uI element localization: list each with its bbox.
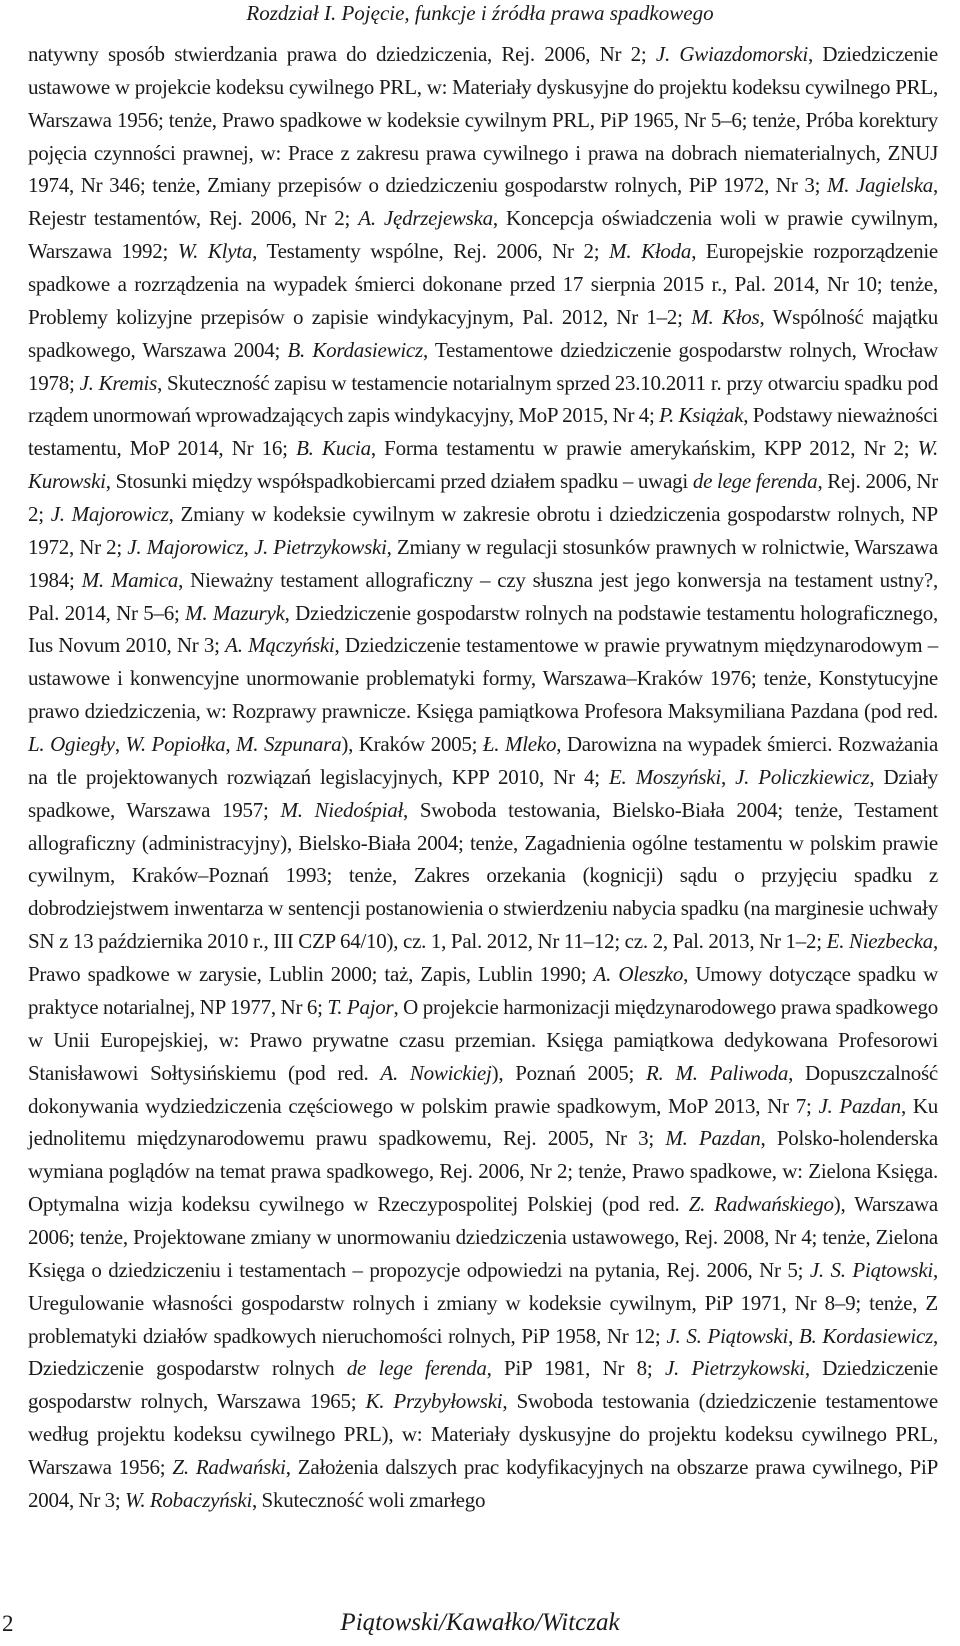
author-name: M. Szpunara [236,732,342,757]
running-header [0,0,960,38]
author-name: de lege ferenda [692,469,818,494]
text-run: , Testamentowe dziedziczenie gospodarstw rolnych, Wrocław 1978; [28,337,939,395]
text-run: , PiP 1981, Nr 8; [486,1356,665,1381]
text-run: , O projekcie harmonizacji międzynarodowego prawa spadkowego w Unii Europejskiej, w: Prawo prywatne czasu przemian. Księga pamiątkowa dedykowana Profesorowi Stanisławowi Sołtysińskiemu (pod red. [28,994,938,1085]
author-name: T. Pajor [327,994,394,1019]
text-run: , Zmiany w regulacji stosunków prawnych w rolnictwie, Warszawa 1984; [28,534,938,592]
author-name: J. Policzkiewicz [735,764,870,789]
text-run: ), Poznań 2005; [491,1060,646,1085]
text-run: , Dziedziczenie ustawowe w projekcie kodeksu cywilnego PRL, w: Materiały dyskusyjne do projektu kodeksu cywilnego PRL, Warszawa 1956; tenże, Prawo spadkowe w kodeksie cywilnym PRL, PiP 1965, Nr 5–6; tenże, Próba korektury pojęcia czynności prawnej, w: Prace z zakresu prawa cywilnego i prawa na dobrach niematerialnych, ZNUJ 1974, Nr 346; tenże, Zmiany przepisów o dziedziczeniu gospodarstw rolnych, PiP 1972, Nr 3; [28,42,938,198]
author-name: Ł. Mleko [482,732,557,757]
text-run: , Koncepcja oświadczenia woli w prawie cywilnym, Warszawa 1992; [28,206,938,264]
text-run: , Europejskie rozporządzenie spadkowe a rozrządzenia na wypadek śmierci dokonane przed 17 sierpnia 2015 r., Pal. 2014, Nr 10; tenże, Problemy kolizyjne przepisów o zapisie windykacyjnym, Pal. 2012, Nr 1–2; [28,239,938,329]
text-run: , Nieważny testament allograficzny – czy słuszna jest jego konwersja na testament ustny?, Pal. 2014, Nr 5–6; [28,567,938,625]
text-run: , Dopuszczalność dokonywania wydziedziczenia częściowego w polskim prawie spadkowym, MoP 2013, Nr 7; [28,1060,938,1118]
author-name: M. Pazdan [665,1126,761,1151]
author-name: E. Moszyński [608,764,721,789]
author-name: B. Kucia [296,436,371,461]
author-name: R. M. Paliwoda [645,1060,789,1085]
author-name: J. Gwiazdomorski [655,42,808,66]
text-run: , [225,732,237,757]
author-name: W. Robaczyński [125,1487,253,1512]
text-run: , Założenia dalszych prac kodyfikacyjnych na obszarze prawa cywilnego, PiP 2004, Nr 3; [28,1454,938,1512]
text-run: , [720,764,736,789]
text-run: , Umowy dotyczące spadku w praktyce notarialnej, NP 1977, Nr 6; [28,962,938,1019]
author-name: J. Majorowicz [50,502,169,527]
text-run: , [788,1323,799,1348]
author-name: M. Jagielska [826,173,934,198]
text-run: , Dziedziczenie gospodarstw rolnych [28,1323,938,1381]
text-run: , Ku jednolitemu międzynarodowemu prawu spadkowemu, Rej. 2005, Nr 3; [28,1093,938,1151]
text-run: , Dziedziczenie testamentowe w prawie prywatnym międzynarodowym – ustawowe i konwencyjne unormowanie problematyki formy, Warszawa–Kraków 1976; tenże, Konstytucyjne prawo dziedziczenia, w: Rozprawy prawnicze. Księga pamiątkowa Profesora Maksymiliana Pazdana (pod red. [28,633,938,724]
author-name: K. Przybyłowski [365,1389,503,1414]
author-name: M. Niedośpiał [280,797,404,822]
text-run: ), Kraków 2005; [341,732,483,757]
author-name: de lege ferenda [346,1356,487,1381]
author-name: B. Kordasiewicz [798,1323,933,1348]
author-name: Z. Radwański [172,1454,286,1479]
text-run: ), Warszawa 2006; tenże, Projektowane zmiany w unormowaniu dziedziczenia ustawowego, Rej. 2008, Nr 4; tenże, Zielona Księga o dziedziczeniu i testamentach – propozycje odpowiedzi na pytania, Rej. 2006, Nr 5; [28,1192,938,1282]
author-name: A. Jędrzejewska [358,206,493,231]
author-name: M. Kłos [691,304,760,329]
author-name: M. Kłoda [609,239,692,264]
text-run: , Stosunki między współspadkobiercami przed działem spadku – uwagi [105,469,693,494]
text-run: , Swoboda testowania (dziedziczenie testamentowe według projektu kodeksu cywilnego PRL), w: Materiały dyskusyjne do projektu kodeksu cywilnego PRL, Warszawa 1956; [28,1389,939,1479]
text-run: , Polsko-holenderska wymiana poglądów na temat prawa spadkowego, Rej. 2006, Nr 2; tenże, Prawo spadkowe, w: Zielona Księga. Optymalna wizja kodeksu cywilnego w Rzeczypospolitej Polskiej (pod red. [28,1126,938,1217]
author-name: J. Pazdan [818,1093,901,1118]
text-run: , Dziedziczenie gospodarstw rolnych, Warszawa 1965; [28,1356,938,1414]
text-run: , Prawo spadkowe w zarysie, Lublin 2000; taż, Zapis, Lublin 1990; [28,929,939,987]
author-name: J. S. Piątowski [666,1323,789,1348]
text-run: , Uregulowanie własności gospodarstw rolnych i zmiany w kodeksie cywilnym, PiP 1971, Nr 8–9; tenże, Z problematyki działów spadkowych nieruchomości rolnych, PiP 1958, Nr 12; [28,1257,938,1348]
author-name: A. Mączyński [225,633,335,658]
author-name: P. Książak [659,403,744,428]
chapter-title: Rozdział I. Pojęcie, funkcje i źródła prawa spadkowego [246,1,714,25]
author-name: B. Kordasiewicz [287,337,423,362]
text-run: , Działy spadkowe, Warszawa 1957; [28,764,938,822]
author-name: W. Kurowski [28,436,938,494]
author-name: J. Majorowicz [127,534,244,559]
page-number: 2 [2,1611,14,1636]
text-run: , Rejestr testamentów, Rej. 2006, Nr 2; [28,173,939,231]
author-name: J. Pietrzykowski [664,1356,805,1381]
author-name: M. Mamica [81,567,179,592]
text-run: , Testamenty wspólne, Rej. 2006, Nr 2; [252,239,610,264]
bibliography-text [28,38,938,1517]
author-name: M. Mazuryk [185,600,285,625]
author-name: E. Niezbecka [826,929,934,954]
author-name: A. Nowickiej [380,1060,492,1085]
author-name: L. Ogiegły [28,732,115,757]
text-run: , Darowizna na wypadek śmierci. Rozważania na tle projektowanych rozwiązań legislacyjnych, KPP 2010, Nr 4; [28,732,939,789]
author-name: W. Popiołka [125,732,226,757]
footer-authors: Piątowski/Kawałko/Witczak [340,1609,620,1636]
author-name: Z. Radwańskiego [688,1192,834,1217]
page-footer [0,1608,960,1640]
author-name: J. S. Piątowski [809,1257,933,1282]
text-run: , Podstawy nieważności testamentu, MoP 2014, Nr 16; [28,403,938,461]
text-run: , Zmiany w kodeksie cywilnym w zakresie obrotu i dziedziczenia gospodarstw rolnych, NP 1972, Nr 2; [28,502,938,559]
text-run: , Skuteczność zapisu w testamencie notarialnym sprzed 23.10.2011 r. przy otwarciu spadku pod rządem unormowań wprowadzających zapis windykacyjny, MoP 2015, Nr 4; [28,370,939,428]
text-run: , Wspólność majątku spadkowego, Warszawa 2004; [28,304,938,362]
author-name: A. Oleszko [593,962,684,987]
text-run: , Rej. 2006, Nr 2; [28,469,939,527]
author-name: W. Klyta [177,239,253,264]
text-run: , [114,732,126,757]
text-run: , [243,534,254,559]
text-run: , Swoboda testowania, Bielsko-Biała 2004; tenże, Testament allograficzny (administracyjny), Bielsko-Biała 2004; tenże, Zagadnienia ogólne testamentu w polskim prawie cywilnym, Kraków–Poznań 1993; tenże, Zakres orzekania (kognicji) sądu o przyjęciu spadku z dobrodziejstwem inwentarza w sentencji postanowienia o stwierdzeniu nabycia spadku (na marginesie uchwały SN z 13 października 2010 r., III CZP 64/10), cz. 1, Pal. 2012, Nr 11–12; cz. 2, Pal. 2013, Nr 1–2; [28,797,939,954]
author-name: J. Pietrzykowski [253,534,387,559]
text-run: , Forma testamentu w prawie amerykańskim, KPP 2012, Nr 2; [370,436,918,461]
text-run: , Skuteczność woli zmarłego [252,1487,486,1512]
text-run: natywny sposób stwierdzania prawa do dziedziczenia, Rej. 2006, Nr 2; [28,42,656,66]
text-run: , Dziedziczenie gospodarstw rolnych na podstawie testamentu holograficznego, Ius Novum 2010, Nr 3; [28,600,938,658]
author-name: J. Kremis [79,370,158,395]
